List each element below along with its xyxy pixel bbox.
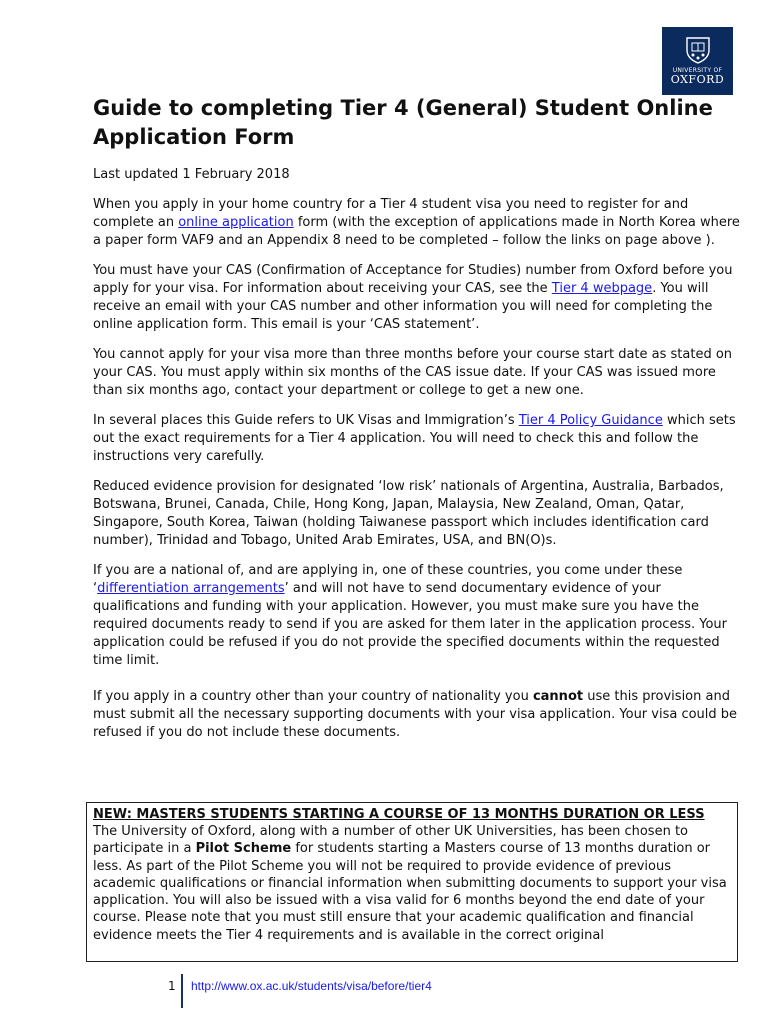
paragraph-differentiation (93, 562, 743, 670)
text: which sets out the exact requirements for a Tier 4 application. You will need to check this and follow the instructions very carefully. (93, 413, 736, 464)
paragraph-low-risk: Reduced evidence provision for designated ‘low risk’ nationals of Argentina, Australia, Barbados, Botswana, Brunei, Canada, Chile, Hong Kong, Japan, Malaysia, New Zealand, Oman, Qatar, Singapore, South Korea, Taiwan (holding Taiwanese passport which includes identification card number), Trinidad and Tobago, United Arab Emirates, USA, and BN(O)s. (93, 479, 724, 548)
paragraph-nationality (93, 688, 743, 742)
bold-text: Pilot Scheme (195, 841, 292, 857)
university-logo (662, 27, 733, 95)
document-body (93, 94, 743, 750)
tier4-webpage-link[interactable]: Tier 4 webpage (551, 281, 653, 296)
text: . You will receive an email with your CAS number and other information you will need for completing the online application form. This email is your ‘CAS statement’. (93, 281, 713, 332)
last-updated: Last updated 1 February 2018 (93, 167, 290, 182)
paragraph-guidance (93, 412, 743, 466)
paragraph-timing: You cannot apply for your visa more than three months before your course start date as stated on your CAS. You must apply within six months of the CAS issue date. If your CAS was issued more than six months ago, contact your department or college to get a new one. (93, 347, 733, 398)
text: use this provision and must submit all the necessary supporting documents with your visa application. Your visa could be refused if you do not include these documents. (93, 689, 738, 740)
footer-divider (181, 974, 183, 1008)
tier4-policy-guidance-link[interactable]: Tier 4 Policy Guidance (518, 413, 663, 428)
page-title: Guide to completing Tier 4 (General) Student Online Application Form (93, 96, 713, 149)
notice-body (93, 823, 731, 944)
text: When you apply in your home country for a Tier 4 student visa you need to register for and complete an (93, 197, 689, 230)
text: If you are a national of, and are applying in, one of these countries, you come under these ‘ (93, 563, 683, 596)
paragraph-cas (93, 262, 743, 334)
bold-text: cannot (532, 689, 584, 704)
online-application-link[interactable]: online application (178, 215, 294, 230)
logo-line2: OXFORD (670, 73, 725, 86)
page-number: 1 (168, 979, 176, 993)
text: for students starting a Masters course of 13 months duration or less. As part of the Pilot Scheme you will not be required to provide evidence of previous academic qualifications or financial information when submitting documents to support your visa application. You will also be issued with a visa valid for 6 months beyond the end date of your course. Please note that you must still ensure that your academic qualification and financial evidence meets the Tier 4 requirements and is available in the correct original (93, 841, 727, 943)
pilot-scheme-notice (86, 802, 738, 962)
text: ’ and will not have to send documentary evidence of your qualifications and funding with your application. However, you must make sure you have the required documents ready to send if you are asked for them later in the application process. Your application could be refused if you do not provide the specified documents within the requested time limit. (93, 581, 728, 668)
text: The University of Oxford, along with a number of other UK Universities, has been chosen to participate in a (93, 824, 689, 857)
text: In several places this Guide refers to UK Visas and Immigration’s (93, 413, 519, 428)
text: form (with the exception of applications made in North Korea where a paper form VAF9 and an Appendix 8 need to be completed – follow the links on page above ). (93, 215, 740, 248)
footer-url-link[interactable]: http://www.ox.ac.uk/students/visa/before/tier4 (191, 979, 432, 993)
text: You must have your CAS (Confirmation of Acceptance for Studies) number from Oxford before you apply for your visa. For information about receiving your CAS, see the (93, 263, 733, 296)
text: If you apply in a country other than your country of nationality you (93, 689, 533, 704)
logo-line1: UNIVERSITY OF (672, 67, 723, 74)
notice-heading: NEW: MASTERS STUDENTS STARTING A COURSE OF 13 MONTHS DURATION OR LESS (93, 807, 705, 822)
crest-icon (685, 36, 711, 64)
differentiation-arrangements-link[interactable]: differentiation arrangements (97, 581, 285, 596)
paragraph-register (93, 196, 743, 250)
